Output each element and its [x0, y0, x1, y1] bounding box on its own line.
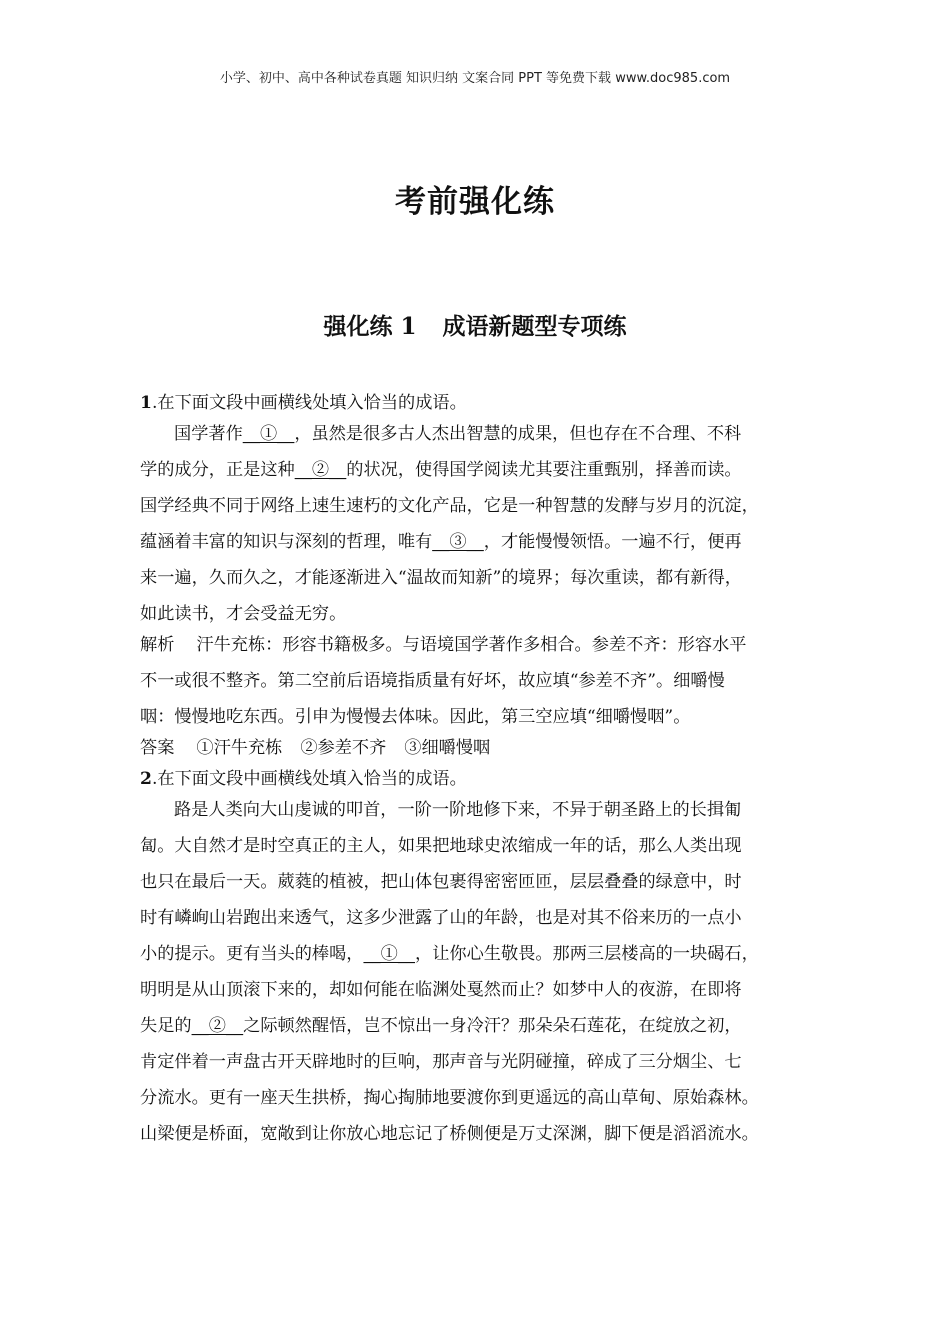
blank-2: __②__	[191, 1016, 244, 1036]
passage-line	[140, 1011, 830, 1047]
question-2-prompt	[140, 764, 830, 795]
passage-text: 之际顿然醒悟，岂不惊出一身冷汗？那朵朵石莲花，在绽放之初，	[243, 1016, 742, 1036]
question-1-instruction: .在下面文段中画横线处填入恰当的成语。	[151, 393, 467, 413]
passage-line: 来一遍，久而久之，才能逐渐进入“温故而知新”的境界；每次重读，都有新得，	[140, 568, 742, 588]
passage-text: 小的提示。更有当头的棒喝，	[140, 944, 364, 964]
passage-text: 的状况，使得国学阅读尤其要注重甄别，择善而读。	[346, 460, 742, 480]
question-1-prompt	[140, 388, 830, 419]
passage-text: 蕴涵着丰富的知识与深刻的哲理，唯有	[140, 532, 433, 552]
answer-label: 答案	[140, 738, 175, 758]
page-title: 考前强化练	[395, 184, 555, 220]
document-body	[140, 388, 830, 1155]
passage-line: 肯定伴着一声盘古开天辟地时的巨响，那声音与光阴碰撞，碎成了三分烟尘、七	[140, 1052, 742, 1072]
passage-text: 国学著作	[174, 424, 243, 444]
analysis-line	[140, 630, 830, 666]
passage-line: 明明是从山顶滚下来的，却如何能在临渊处戛然而止？如梦中人的夜游，在即将	[140, 980, 742, 1000]
passage-line	[140, 939, 830, 975]
blank-1: __①__	[363, 944, 416, 964]
blank-2: __②__	[294, 460, 347, 480]
passage-line: 如此读书，才会受益无穷。	[140, 604, 347, 624]
analysis-text: 汗牛充栋：形容书籍极多。与语境国学著作多相合。参差不齐：形容水平	[196, 635, 747, 655]
passage-text: 学的成分，正是这种	[140, 460, 295, 480]
page-header: 小学、初中、高中各种试卷真题 知识归纳 文案合同 PPT 等免费下载 www.doc985.com	[219, 71, 731, 86]
passage-line: 国学经典不同于网络上速生速朽的文化产品，它是一种智慧的发酵与岁月的沉淀，	[140, 496, 759, 516]
passage-line	[140, 527, 830, 563]
blank-3: __③__	[432, 532, 484, 552]
section-title	[0, 308, 950, 341]
question-1-number: 1	[140, 393, 152, 413]
passage-line: 也只在最后一天。葳蕤的植被，把山体包裹得密密匝匝，层层叠叠的绿意中，时	[140, 872, 742, 892]
answer-item: ③细嚼慢咽	[404, 738, 491, 758]
passage-line	[140, 455, 830, 491]
passage-line: 路是人类向大山虔诚的叩首，一阶一阶地修下来，不异于朝圣路上的长揖匍	[174, 800, 742, 820]
passage-line: 时有嶙峋山岩跑出来透气，这多少泄露了山的年龄，也是对其不俗来历的一点小	[140, 908, 742, 928]
question-2-instruction: .在下面文段中画横线处填入恰当的成语。	[151, 769, 467, 789]
answer-item: ①汗牛充栋	[196, 738, 283, 758]
passage-text: ，虽然是很多古人杰出智慧的成果，但也存在不合理、不科	[294, 424, 742, 444]
section-number: 强化练 1	[323, 313, 417, 340]
passage-text: 失足的	[140, 1016, 192, 1036]
question-2-number: 2	[140, 769, 152, 789]
passage-text: ，才能慢慢领悟。一遍不行，便再	[483, 532, 742, 552]
passage-line: 分流水。更有一座天生拱桥，掏心掏肺地要渡你到更遥远的高山草甸、原始森林。	[140, 1088, 759, 1108]
passage-line: 匐。大自然才是时空真正的主人，如果把地球史浓缩成一年的话，那么人类出现	[140, 836, 742, 856]
passage-line: 山梁便是桥面，宽敞到让你放心地忘记了桥侧便是万丈深渊，脚下便是滔滔流水。	[140, 1124, 759, 1144]
passage-line	[140, 419, 830, 455]
passage-text: ，让你心生敬畏。那两三层楼高的一块碣石，	[415, 944, 759, 964]
blank-1: __①__	[242, 424, 295, 444]
analysis-label: 解析	[140, 635, 175, 655]
analysis-line: 不一或很不整齐。第二空前后语境指质量有好坏，故应填“参差不齐”。细嚼慢	[140, 671, 725, 691]
answer-item: ②参差不齐	[300, 738, 387, 758]
section-name: 成语新题型专项练	[442, 313, 627, 340]
analysis-line: 咽：慢慢地吃东西。引申为慢慢去体味。因此，第三空应填“细嚼慢咽”。	[140, 707, 691, 727]
answer-line	[140, 733, 830, 764]
